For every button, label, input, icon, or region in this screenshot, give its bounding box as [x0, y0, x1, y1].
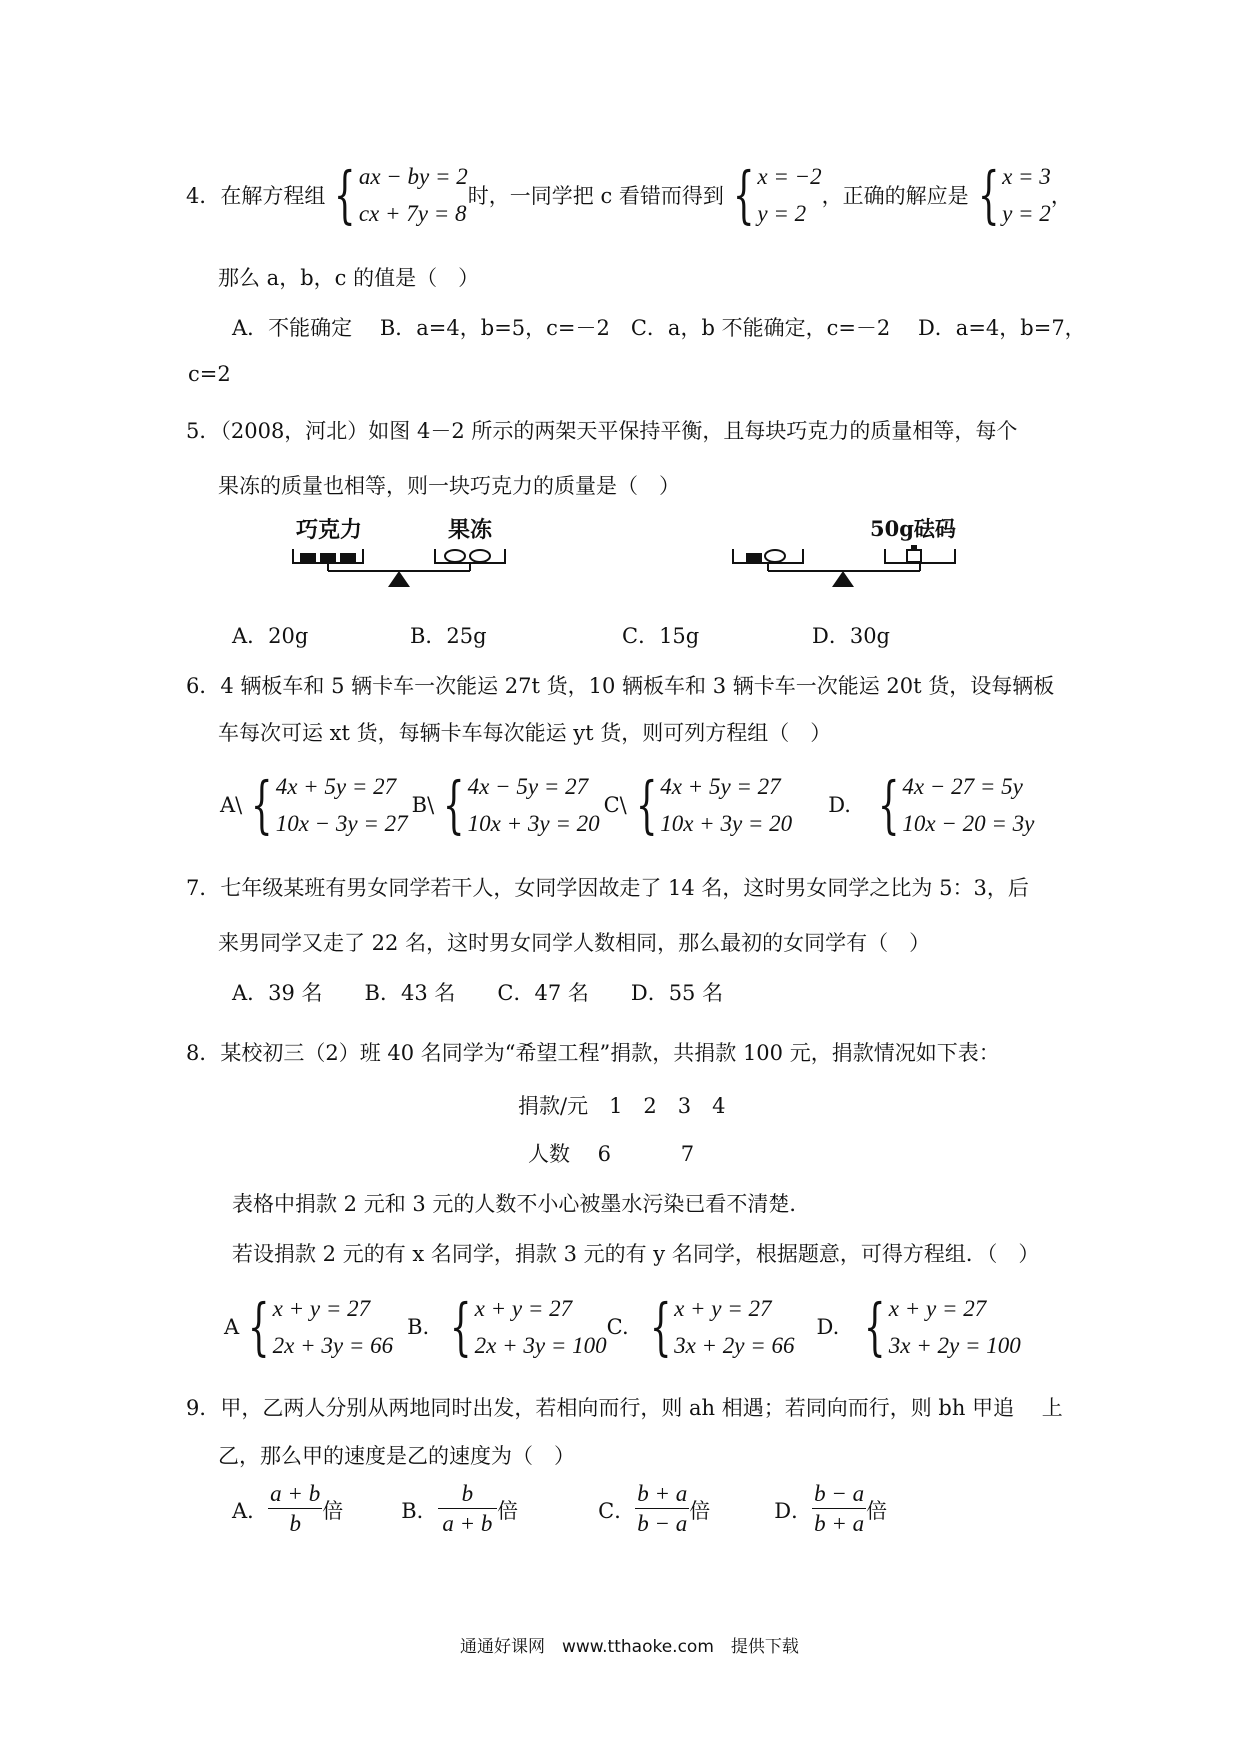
q9-c-numerator: b + a	[635, 1480, 689, 1509]
q4-end: ，	[1050, 184, 1072, 208]
q8-line3: 若设捐款 2 元的有 x 名同学，捐款 3 元的有 y 名同学，根据题意，可得方程组．（ ）	[232, 1242, 1040, 1266]
q8-option-a-label: A	[224, 1315, 240, 1339]
q6-d-eq2: 10x − 20 = 3y	[902, 811, 1035, 836]
q6-b-eq2: 10x + 3y = 20	[467, 811, 600, 836]
q9-option-d-fraction	[812, 1480, 866, 1539]
q6-option-c-label: C\	[603, 793, 627, 817]
q4-sys1-eq2: cx + 7y = 8	[358, 201, 467, 226]
q4-system-3: { x = 3 y = 2	[977, 158, 1051, 231]
q6-options	[220, 768, 1034, 842]
scale1-left-label: 巧克力	[296, 517, 363, 543]
q9-option-a-label: A．	[232, 1498, 269, 1523]
q8-table-row-2: 人数 6 7	[528, 1142, 695, 1166]
q9-d-denominator: b + a	[814, 1511, 865, 1536]
q6-line2: 车每次可运 xt 货，每辆卡车每次能运 yt 货，则可列方程组（ ）	[218, 721, 832, 745]
q4-system-1: { ax − by = 2 cx + 7y = 8	[334, 158, 468, 231]
scale2-drawing	[730, 545, 970, 595]
q6-option-a-label: A\	[220, 793, 243, 817]
q6-c-eq2: 10x + 3y = 20	[660, 811, 793, 836]
q7-options: A．39 名 B．43 名 C．47 名 D．55 名	[232, 981, 724, 1005]
q8-table-row-1: 捐款/元 1 2 3 4	[518, 1094, 726, 1118]
q7-line2: 来男同学又走了 22 名，这时男女同学人数相同，那么最初的女同学有（ ）	[218, 931, 931, 955]
q6-option-c-system: { 4x + 5y = 27 10x + 3y = 20	[635, 768, 793, 841]
balance-scale-1	[290, 515, 530, 595]
q9-option-a-fraction	[268, 1480, 322, 1539]
q9-option-b-label: B．	[401, 1498, 438, 1523]
q8-a-eq1: x + y = 27	[272, 1296, 371, 1321]
q9-option-d-label: D．	[774, 1498, 813, 1523]
q9-option-c-fraction	[635, 1480, 689, 1539]
q8-option-b-system: { x + y = 27 2x + 3y = 100	[450, 1290, 607, 1363]
q4-sys2-eq2: y = 2	[757, 201, 807, 226]
q4-options-cont: c=2	[188, 362, 231, 386]
q5-option-b: B．25g	[410, 624, 487, 648]
q9-line1: 9．甲，乙两人分别从两地同时出发，若相向而行，则 ah 相遇；若同向而行，则 bh 甲追 上	[186, 1396, 1063, 1420]
page-footer: 通通好课网 www.tthaoke.com 提供下载	[460, 1637, 799, 1657]
q8-a-eq2: 2x + 3y = 66	[272, 1333, 394, 1358]
q6-line1: 6．4 辆板车和 5 辆卡车一次能运 27t 货，10 辆板车和 3 辆卡车一次能运 20t 货，设每辆板	[186, 674, 1055, 698]
q8-line2: 表格中捐款 2 元和 3 元的人数不小心被墨水污染已看不清楚．	[232, 1192, 811, 1216]
q9-line2: 乙，那么甲的速度是乙的速度为（ ）	[218, 1444, 575, 1468]
q9-option-c-label: C．	[598, 1498, 636, 1523]
q6-a-eq1: 4x + 5y = 27	[275, 774, 397, 799]
q6-d-eq1: 4x − 27 = 5y	[902, 774, 1023, 799]
q4-sys3-eq2: y = 2	[1002, 201, 1051, 226]
q6-option-a-system: { 4x + 5y = 27 10x − 3y = 27	[251, 768, 408, 841]
q4-prefix: 4．在解方程组	[186, 184, 326, 208]
q6-option-d-system: { 4x − 27 = 5y 10x − 20 = 3y	[877, 768, 1035, 841]
q9-option-d-suffix: 倍	[866, 1498, 888, 1523]
q8-option-a-system: { x + y = 27 2x + 3y = 66	[248, 1290, 394, 1363]
q8-c-eq2: 3x + 2y = 66	[674, 1333, 795, 1358]
q8-line1: 8．某校初三（2）班 40 名同学为“希望工程”捐款，共捐款 100 元，捐款情况如下表：	[186, 1041, 1000, 1065]
q8-b-eq2: 2x + 3y = 100	[474, 1333, 607, 1358]
q9-option-a-suffix: 倍	[322, 1498, 344, 1523]
q9-option-b-suffix: 倍	[497, 1498, 519, 1523]
q4-line2: 那么 a，b，c 的值是（ ）	[218, 266, 480, 290]
q8-d-eq1: x + y = 27	[888, 1296, 987, 1321]
q4-mid1: 时，一同学把 c 看错而得到	[467, 184, 724, 208]
q6-option-b-label: B\	[411, 793, 435, 817]
q6-b-eq1: 4x − 5y = 27	[467, 774, 589, 799]
q5-line2: 果冻的质量也相等，则一块巧克力的质量是（ ）	[218, 474, 680, 498]
scale2-right-label: 50g砝码	[870, 516, 956, 541]
q9-a-numerator: a + b	[268, 1480, 322, 1509]
q4-options: A．不能确定 B．a=4，b=5，c=－2 C．a，b 不能确定，c=－2 D．a=4，b=7，	[232, 316, 1086, 340]
q9-option-c-suffix: 倍	[689, 1498, 711, 1523]
q9-b-numerator: b	[438, 1480, 498, 1509]
q9-b-denominator: a + b	[442, 1511, 493, 1536]
scale1-right-label: 果冻	[448, 517, 493, 543]
q9-d-numerator: b − a	[812, 1480, 866, 1509]
q6-option-b-system: { 4x − 5y = 27 10x + 3y = 20	[443, 768, 600, 841]
q8-option-d-label: D.	[816, 1315, 840, 1339]
q9-option-b-fraction	[438, 1480, 498, 1539]
q8-option-b-label: B.	[407, 1315, 430, 1339]
q8-option-c-system: { x + y = 27 3x + 2y = 66	[649, 1290, 795, 1363]
q7-line1: 7．七年级某班有男女同学若干人，女同学因故走了 14 名，这时男女同学之比为 5：3，后	[186, 876, 1029, 900]
q6-option-d-label: D.	[828, 793, 851, 817]
q8-d-eq2: 3x + 2y = 100	[888, 1333, 1021, 1358]
q4-mid2: ，正确的解应是	[821, 184, 969, 208]
q9-c-denominator: b − a	[637, 1511, 688, 1536]
q8-option-d-system: { x + y = 27 3x + 2y = 100	[864, 1290, 1021, 1363]
q8-b-eq1: x + y = 27	[474, 1296, 573, 1321]
q9-options	[232, 1480, 887, 1539]
q9-a-denominator: b	[289, 1511, 301, 1536]
scale1-drawing	[290, 545, 530, 595]
q6-a-eq2: 10x − 3y = 27	[275, 811, 408, 836]
q4-system-2: { x = −2 y = 2	[732, 158, 822, 231]
balance-scale-2	[730, 515, 970, 595]
q5-option-d: D．30g	[812, 624, 891, 648]
q5-option-a: A．20g	[232, 624, 309, 648]
q6-c-eq1: 4x + 5y = 27	[660, 774, 781, 799]
q8-option-c-label: C.	[606, 1315, 629, 1339]
q4-sys3-eq1: x = 3	[1002, 164, 1051, 189]
q4-sys1-eq1: ax − by = 2	[358, 164, 468, 189]
q5-option-c: C．15g	[622, 624, 700, 648]
q4-line1	[186, 158, 1072, 232]
q5-line1: 5．（2008，河北）如图 4－2 所示的两架天平保持平衡，且每块巧克力的质量相等，每个	[186, 419, 1018, 443]
q8-c-eq1: x + y = 27	[674, 1296, 772, 1321]
q4-sys2-eq1: x = −2	[757, 164, 822, 189]
q8-options	[224, 1290, 1021, 1364]
